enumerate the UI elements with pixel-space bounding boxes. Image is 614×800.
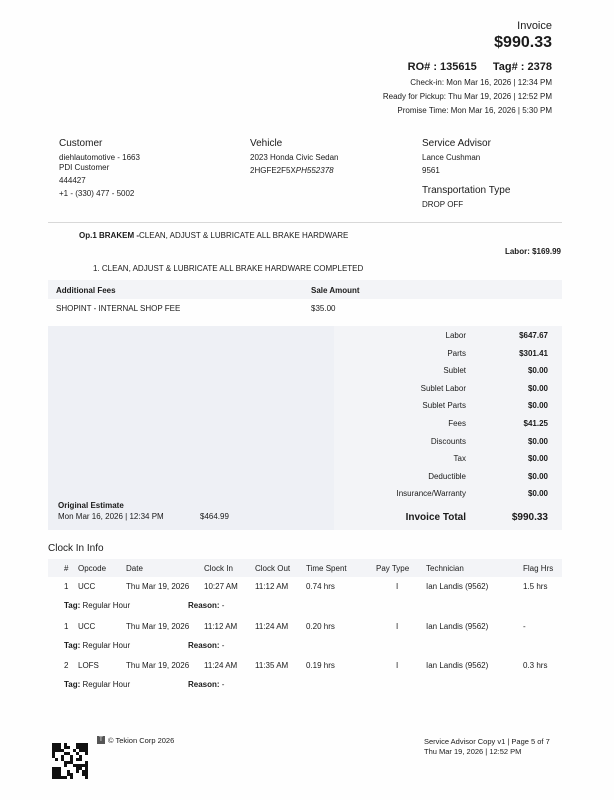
advisor-id: 9561 (422, 166, 440, 175)
clock-cell-spent: 0.20 hrs (306, 621, 335, 631)
total-label: Parts (447, 348, 466, 358)
total-label: Deductible (428, 471, 466, 481)
estimate-label: Original Estimate (58, 501, 124, 510)
fee-name: SHOPINT - INTERNAL SHOP FEE (56, 304, 181, 313)
total-value: $0.00 (527, 471, 548, 481)
total-value: $301.41 (519, 348, 548, 358)
total-value: $0.00 (527, 436, 548, 446)
advisor-heading: Service Advisor (422, 138, 491, 149)
total-label: Sublet Parts (422, 401, 466, 411)
op-code: Op.1 BRAKEM - (79, 231, 139, 240)
clock-col-header: Clock In (204, 564, 233, 573)
tag-label: Tag: (64, 601, 81, 610)
tag-value: Regular Hour (82, 640, 131, 650)
clock-cell-opcode: LOFS (78, 661, 99, 670)
clock-tag (64, 641, 130, 650)
reason-label: Reason: (188, 601, 220, 610)
clock-cell-date: Thu Mar 19, 2026 (126, 582, 190, 591)
total-label: Discounts (430, 436, 466, 446)
total-label: Sublet (443, 366, 466, 376)
clock-cell-tech: Ian Landis (9562) (426, 661, 489, 670)
header-total: $990.33 (494, 34, 552, 51)
footer-timestamp: Thu Mar 19, 2026 | 12:52 PM (424, 747, 522, 756)
clock-col-header: Pay Type (376, 564, 410, 573)
tag-value: Regular Hour (82, 680, 131, 689)
footer-copyright: © Tekion Corp 2026 (108, 736, 175, 745)
tag-value: Regular Hour (82, 601, 131, 610)
clock-cell-tech: Ian Landis (9562) (426, 621, 489, 631)
clock-title: Clock In Info (48, 543, 104, 554)
clock-cell-flag: 0.3 hrs (523, 661, 548, 670)
total-label: Insurance/Warranty (396, 489, 466, 499)
reason-label: Reason: (188, 640, 220, 650)
op-description: CLEAN, ADJUST & LUBRICATE ALL BRAKE HARDWARE (139, 231, 349, 240)
reason-value: - (221, 640, 225, 650)
clock-col-header: Clock Out (255, 564, 291, 573)
total-label: Labor (445, 331, 466, 340)
invoice-total-label: Invoice Total (405, 512, 466, 523)
clock-cell-flag: 1.5 hrs (523, 582, 548, 591)
total-value: $647.67 (519, 331, 548, 340)
clock-cell-pay: I (396, 621, 399, 631)
ro-number: RO# : 135615 (407, 61, 477, 73)
transport-heading: Transportation Type (422, 185, 511, 196)
clock-cell-flag: - (523, 621, 526, 631)
vin-prefix: 2HGFE2F5X (250, 166, 296, 175)
total-label: Tax (453, 454, 466, 464)
advisor-name: Lance Cushman (422, 153, 481, 162)
clock-col-header: Date (126, 564, 143, 573)
clock-reason (188, 641, 224, 650)
total-value: $0.00 (527, 489, 548, 499)
total-label: Sublet Labor (420, 383, 466, 393)
clock-cell-tech: Ian Landis (9562) (426, 582, 489, 591)
clock-col-header: Time Spent (306, 564, 347, 573)
clock-col-header: Technician (426, 564, 464, 573)
clock-cell-opcode: UCC (78, 621, 96, 631)
tag-label: Tag: (64, 680, 81, 689)
ready-time: Ready for Pickup: Thu Mar 19, 2026 | 12:52 PM (382, 92, 552, 101)
reason-label: Reason: (188, 680, 220, 689)
customer-line2: PDI Customer (59, 163, 110, 172)
clock-col-header: Opcode (78, 564, 107, 573)
fees-header-row (48, 280, 562, 299)
clock-cell-out: 11:35 AM (255, 661, 289, 670)
total-value: $0.00 (527, 401, 548, 411)
vehicle-vin (250, 166, 334, 175)
clock-cell-in: 11:24 AM (204, 661, 238, 670)
total-value: $0.00 (527, 383, 548, 393)
fee-amount: $35.00 (311, 304, 336, 313)
total-value: $0.00 (527, 366, 548, 376)
clock-cell-num: 2 (64, 661, 69, 670)
invoice-total-value: $990.33 (511, 512, 548, 523)
clock-cell-date: Thu Mar 19, 2026 (126, 621, 190, 631)
customer-heading: Customer (59, 138, 103, 149)
divider (48, 222, 562, 223)
fees-col-name: Additional Fees (56, 286, 116, 295)
clock-cell-num: 1 (64, 621, 69, 631)
total-label: Fees (448, 419, 466, 428)
clock-cell-out: 11:24 AM (255, 621, 289, 631)
op-line: 1. CLEAN, ADJUST & LUBRICATE ALL BRAKE HARDWARE COMPLETED (93, 264, 364, 273)
clock-col-header: # (64, 564, 69, 573)
vehicle-heading: Vehicle (250, 138, 283, 149)
estimate-amount: $464.99 (200, 512, 229, 521)
clock-cell-num: 1 (64, 582, 69, 591)
clock-reason (188, 601, 224, 610)
doc-type: Invoice (517, 20, 552, 32)
total-value: $0.00 (527, 454, 548, 464)
estimate-panel (48, 326, 334, 530)
ro-tag-line (408, 61, 552, 73)
checkin-time: Check-in: Mon Mar 16, 2026 | 12:34 PM (410, 78, 552, 87)
op-title (79, 231, 348, 240)
reason-value: - (221, 680, 225, 689)
clock-tag (64, 680, 130, 689)
tag-number: Tag# : 2378 (492, 61, 552, 73)
customer-line3: 444427 (59, 176, 86, 185)
clock-cell-spent: 0.19 hrs (306, 661, 335, 670)
clock-cell-pay: I (396, 661, 399, 670)
op-labor: Labor: $169.99 (504, 247, 561, 256)
transport-type: DROP OFF (422, 200, 464, 209)
reason-value: - (221, 601, 225, 610)
tekion-logo-icon: T (97, 736, 105, 744)
vin-suffix: PH552378 (295, 166, 334, 175)
fees-col-amount: Sale Amount (311, 286, 360, 295)
customer-line1: diehlautomotive - 1663 (59, 153, 140, 162)
clock-tag (64, 601, 130, 610)
clock-cell-in: 11:12 AM (204, 621, 238, 631)
customer-phone: +1 - (330) 477 - 5002 (59, 189, 135, 198)
clock-reason (188, 680, 224, 689)
clock-cell-opcode: UCC (78, 582, 96, 591)
clock-cell-spent: 0.74 hrs (306, 582, 335, 591)
estimate-date: Mon Mar 16, 2026 | 12:34 PM (58, 512, 164, 521)
clock-cell-in: 10:27 AM (204, 582, 238, 591)
clock-col-header: Flag Hrs (523, 564, 554, 573)
tag-label: Tag: (64, 640, 81, 650)
vehicle-model: 2023 Honda Civic Sedan (250, 153, 339, 162)
footer-copy-info: Service Advisor Copy v1 | Page 5 of 7 (424, 737, 550, 746)
clock-cell-out: 11:12 AM (255, 582, 289, 591)
promise-time: Promise Time: Mon Mar 16, 2026 | 5:30 PM (397, 106, 552, 115)
qr-code (52, 742, 88, 780)
clock-cell-date: Thu Mar 19, 2026 (126, 661, 190, 670)
total-value: $41.25 (523, 419, 548, 428)
clock-cell-pay: I (396, 582, 399, 591)
